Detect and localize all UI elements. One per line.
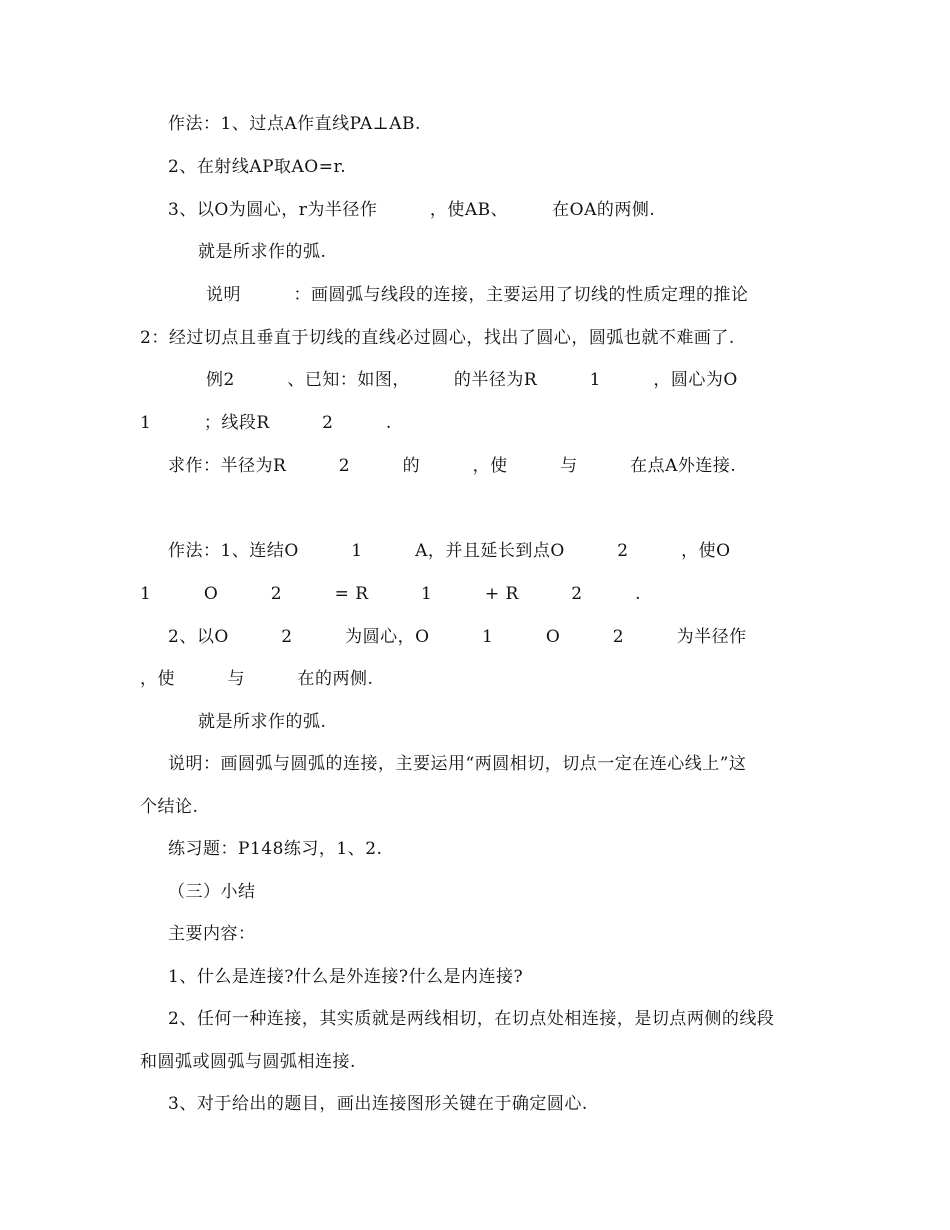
text-line: 1、什么是连接?什么是外连接?什么是内连接?: [168, 967, 524, 987]
text-line: 2、任何一种连接，其实质就是两线相切，在切点处相连接，是切点两侧的线段: [168, 1009, 775, 1029]
text-line: 说明：画圆弧与圆弧的连接，主要运用“两圆相切，切点一定在连心线上”这: [168, 754, 747, 774]
text-line: 就是所求作的弧.: [198, 712, 327, 732]
text-line: 2、以O 2 为圆心，O 1 O 2 为半径作: [168, 627, 747, 647]
text-line: 说明 ：画圆弧与线段的连接，主要运用了切线的性质定理的推论: [206, 285, 749, 305]
text-line: 1 O 2 = R 1 + R 2 .: [140, 584, 641, 604]
text-line: 主要内容：: [168, 924, 256, 944]
text-line: 作法：1、连结O 1 A，并且延长到点O 2 ，使O: [168, 541, 731, 561]
text-line: 1 ；线段R 2 .: [140, 413, 392, 433]
text-line: 例2 、已知：如图， 的半径为R 1 ，圆心为O: [206, 370, 738, 390]
text-line: ，使 与 在的两侧.: [140, 669, 374, 689]
text-line: 就是所求作的弧.: [198, 242, 327, 262]
text-line: 练习题：P148练习，1、2.: [168, 839, 383, 859]
text-line: 2、在射线AP取AO=r.: [168, 157, 347, 177]
text-line: 3、以O为圆心，r为半径作 ，使AB、 在OA的两侧.: [168, 200, 656, 220]
text-line: 3、对于给出的题目，画出连接图形关键在于确定圆心.: [168, 1094, 588, 1114]
text-line: 作法：1、过点A作直线PA⊥AB.: [168, 114, 421, 134]
text-line: 求作：半径为R 2 的 ，使 与 在点A外连接.: [168, 456, 737, 476]
text-line: 2：经过切点且垂直于切线的直线必过圆心，找出了圆心，圆弧也就不难画了.: [140, 328, 735, 348]
text-line: 和圆弧或圆弧与圆弧相连接.: [140, 1052, 356, 1072]
text-line: 个结论.: [140, 797, 199, 817]
section-heading: （三）小结: [168, 882, 256, 902]
